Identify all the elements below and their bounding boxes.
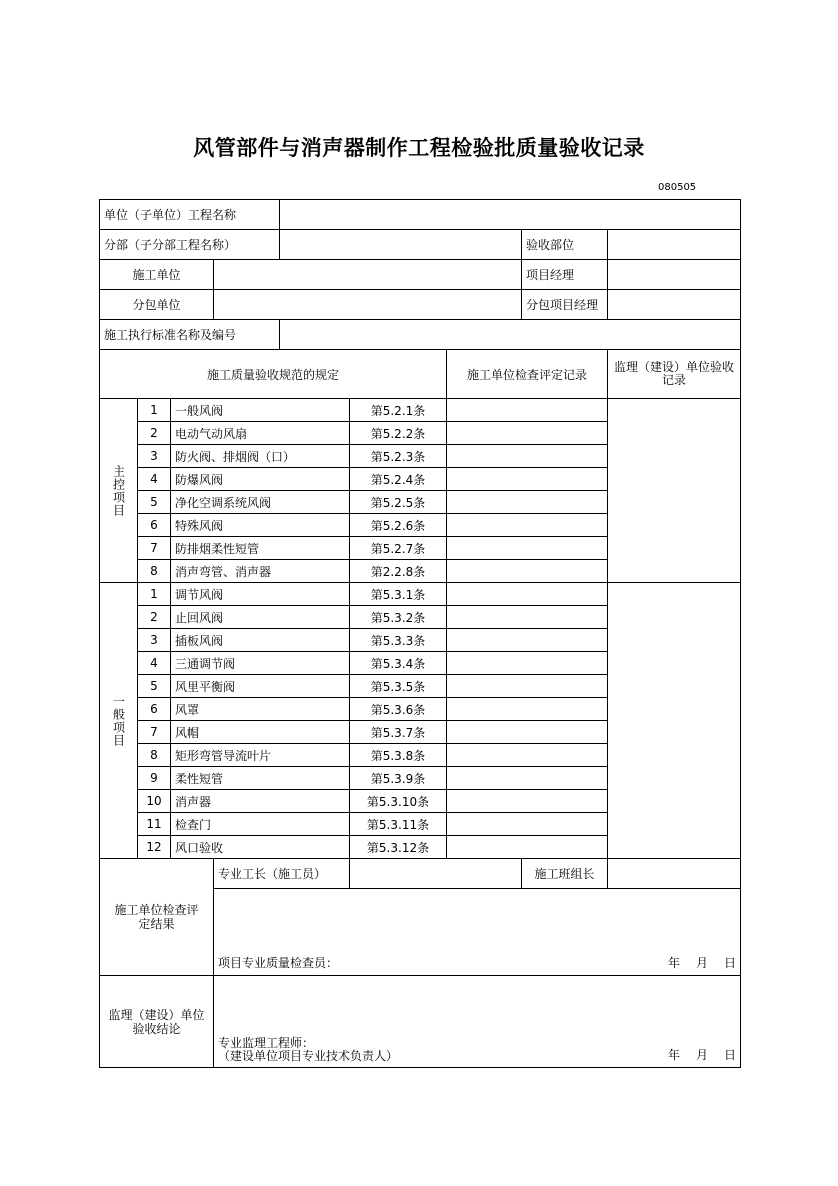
- item-name: 调节风阀: [171, 583, 350, 606]
- construction-check-cell[interactable]: [447, 537, 608, 560]
- construction-check-cell[interactable]: [447, 560, 608, 583]
- standard-label: 施工执行标准名称及编号: [100, 320, 280, 350]
- foreman-field[interactable]: [350, 859, 522, 889]
- item-number: 3: [138, 629, 171, 652]
- item-clause: 第5.3.6条: [350, 698, 447, 721]
- item-name: 一般风阀: [171, 399, 350, 422]
- construction-check-cell[interactable]: [447, 652, 608, 675]
- main-item-row: [100, 399, 741, 422]
- construction-check-cell[interactable]: [447, 445, 608, 468]
- inspector-label: 项目专业质量检查员：: [218, 956, 339, 970]
- item-clause: 第5.2.4条: [350, 468, 447, 491]
- construction-unit-label: 施工单位: [100, 260, 214, 290]
- day-label: 日: [724, 956, 737, 970]
- item-name: 三通调节阀: [171, 652, 350, 675]
- item-number: 3: [138, 445, 171, 468]
- item-number: 7: [138, 721, 171, 744]
- subcontract-row: [100, 290, 741, 320]
- general-supervision-cell[interactable]: [608, 583, 741, 859]
- item-clause: 第5.2.5条: [350, 491, 447, 514]
- item-number: 7: [138, 537, 171, 560]
- item-clause: 第5.3.11条: [350, 813, 447, 836]
- item-number: 1: [138, 399, 171, 422]
- main-supervision-cell[interactable]: [608, 399, 741, 583]
- subcontract-unit-field[interactable]: [214, 290, 522, 320]
- item-name: 防排烟柔性短管: [171, 537, 350, 560]
- engineer-note: （建设单位项目专业技术负责人）: [218, 1049, 399, 1063]
- project-name-label: 单位（子单位）工程名称: [100, 200, 280, 230]
- main-section-label: [100, 399, 138, 583]
- supervision-sign-cell[interactable]: [214, 976, 741, 1068]
- item-number: 4: [138, 468, 171, 491]
- item-number: 5: [138, 675, 171, 698]
- main-section-label-text: 主控项目: [111, 464, 126, 517]
- item-number: 8: [138, 560, 171, 583]
- standard-row: [100, 320, 741, 350]
- year-label: 年: [667, 1048, 680, 1062]
- team-leader-label: 施工班组长: [522, 859, 608, 889]
- item-number: 5: [138, 491, 171, 514]
- item-name: 防爆风阀: [171, 468, 350, 491]
- item-clause: 第5.3.4条: [350, 652, 447, 675]
- month-label: 月: [695, 1048, 708, 1062]
- item-clause: 第5.2.6条: [350, 514, 447, 537]
- item-number: 6: [138, 698, 171, 721]
- supervision-result-label: [100, 976, 214, 1068]
- construction-check-cell[interactable]: [447, 629, 608, 652]
- item-clause: 第2.2.8条: [350, 560, 447, 583]
- item-number: 2: [138, 606, 171, 629]
- item-name: 消声弯管、消声器: [171, 560, 350, 583]
- standard-field[interactable]: [280, 320, 741, 350]
- construction-check-cell[interactable]: [447, 422, 608, 445]
- supervision-row: [100, 976, 741, 1068]
- acceptance-part-field[interactable]: [608, 230, 741, 260]
- item-clause: 第5.2.1条: [350, 399, 447, 422]
- construction-check-cell[interactable]: [447, 744, 608, 767]
- item-name: 消声器: [171, 790, 350, 813]
- inspector-sign-cell: [214, 948, 741, 976]
- item-name: 风罩: [171, 698, 350, 721]
- item-clause: 第5.3.9条: [350, 767, 447, 790]
- item-name: 柔性短管: [171, 767, 350, 790]
- project-manager-label: 项目经理: [522, 260, 608, 290]
- general-items-section: [100, 583, 741, 859]
- item-name: 风帽: [171, 721, 350, 744]
- construction-check-cell[interactable]: [447, 721, 608, 744]
- item-number: 8: [138, 744, 171, 767]
- item-name: 风口验收: [171, 836, 350, 859]
- project-manager-field[interactable]: [608, 260, 741, 290]
- sub-project-field[interactable]: [280, 230, 522, 260]
- form-code: 080505: [658, 182, 697, 193]
- construction-check-cell[interactable]: [447, 790, 608, 813]
- project-name-field[interactable]: [280, 200, 741, 230]
- item-clause: 第5.2.2条: [350, 422, 447, 445]
- item-number: 1: [138, 583, 171, 606]
- item-clause: 第5.2.7条: [350, 537, 447, 560]
- construction-check-cell[interactable]: [447, 399, 608, 422]
- inspector-date: [652, 954, 736, 971]
- item-clause: 第5.3.7条: [350, 721, 447, 744]
- foreman-label: 专业工长（施工员）: [214, 859, 350, 889]
- column-header-row: [100, 350, 741, 399]
- item-name: 矩形弯管导流叶片: [171, 744, 350, 767]
- item-name: 检查门: [171, 813, 350, 836]
- inspection-form-table: [99, 199, 741, 1068]
- item-number: 10: [138, 790, 171, 813]
- general-section-label-text: 一般项目: [111, 694, 126, 747]
- construction-check-cell[interactable]: [447, 836, 608, 859]
- construction-check-cell[interactable]: [447, 468, 608, 491]
- item-name: 插板风阀: [171, 629, 350, 652]
- construction-check-cell[interactable]: [447, 583, 608, 606]
- construction-check-cell[interactable]: [447, 675, 608, 698]
- supervision-check-column-header: 监理（建设）单位验收记录: [608, 350, 741, 399]
- team-leader-field[interactable]: [608, 859, 741, 889]
- construction-result-text: 施工单位检查评定结果: [114, 903, 199, 931]
- construction-unit-field[interactable]: [214, 260, 522, 290]
- acceptance-part-label: 验收部位: [522, 230, 608, 260]
- construction-check-cell[interactable]: [447, 767, 608, 790]
- item-number: 2: [138, 422, 171, 445]
- subcontract-manager-label: 分包项目经理: [522, 290, 608, 320]
- item-clause: 第5.3.12条: [350, 836, 447, 859]
- item-number: 6: [138, 514, 171, 537]
- construction-check-cell[interactable]: [447, 698, 608, 721]
- spec-column-header: 施工质量验收规范的规定: [100, 350, 447, 399]
- main-items-section: [100, 399, 741, 583]
- item-number: 9: [138, 767, 171, 790]
- item-name: 防火阀、排烟阀（口）: [171, 445, 350, 468]
- project-name-row: [100, 200, 741, 230]
- sub-project-label: 分部（子分部工程名称）: [100, 230, 280, 260]
- item-name: 止回风阀: [171, 606, 350, 629]
- item-clause: 第5.3.3条: [350, 629, 447, 652]
- construction-result-field[interactable]: [214, 889, 741, 948]
- subcontract-manager-field[interactable]: [608, 290, 741, 320]
- item-clause: 第5.3.1条: [350, 583, 447, 606]
- construction-check-cell[interactable]: [447, 514, 608, 537]
- item-clause: 第5.3.8条: [350, 744, 447, 767]
- general-item-row: [100, 583, 741, 606]
- item-number: 11: [138, 813, 171, 836]
- item-clause: 第5.3.5条: [350, 675, 447, 698]
- item-number: 12: [138, 836, 171, 859]
- form-title: 风管部件与消声器制作工程检验批质量验收记录: [193, 136, 645, 160]
- sub-project-row: [100, 230, 741, 260]
- item-clause: 第5.3.10条: [350, 790, 447, 813]
- year-label: 年: [667, 956, 680, 970]
- construction-check-cell[interactable]: [447, 813, 608, 836]
- subcontract-unit-label: 分包单位: [100, 290, 214, 320]
- item-clause: 第5.2.3条: [350, 445, 447, 468]
- month-label: 月: [695, 956, 708, 970]
- foreman-row: [100, 859, 741, 889]
- construction-check-cell[interactable]: [447, 606, 608, 629]
- supervision-result-text: 监理（建设）单位验收结论: [108, 1007, 205, 1036]
- construction-check-cell[interactable]: [447, 491, 608, 514]
- item-name: 净化空调系统风阀: [171, 491, 350, 514]
- item-name: 特殊风阀: [171, 514, 350, 537]
- construction-unit-row: [100, 260, 741, 290]
- item-name: 电动气动风扇: [171, 422, 350, 445]
- item-name: 风里平衡阀: [171, 675, 350, 698]
- construction-check-column-header: 施工单位检查评定记录: [447, 350, 608, 399]
- item-clause: 第5.3.2条: [350, 606, 447, 629]
- engineer-label: 专业监理工程师：: [218, 1036, 315, 1050]
- general-section-label: [100, 583, 138, 859]
- supervision-date: [652, 1046, 736, 1063]
- day-label: 日: [724, 1048, 737, 1062]
- construction-result-label: [100, 859, 214, 976]
- item-number: 4: [138, 652, 171, 675]
